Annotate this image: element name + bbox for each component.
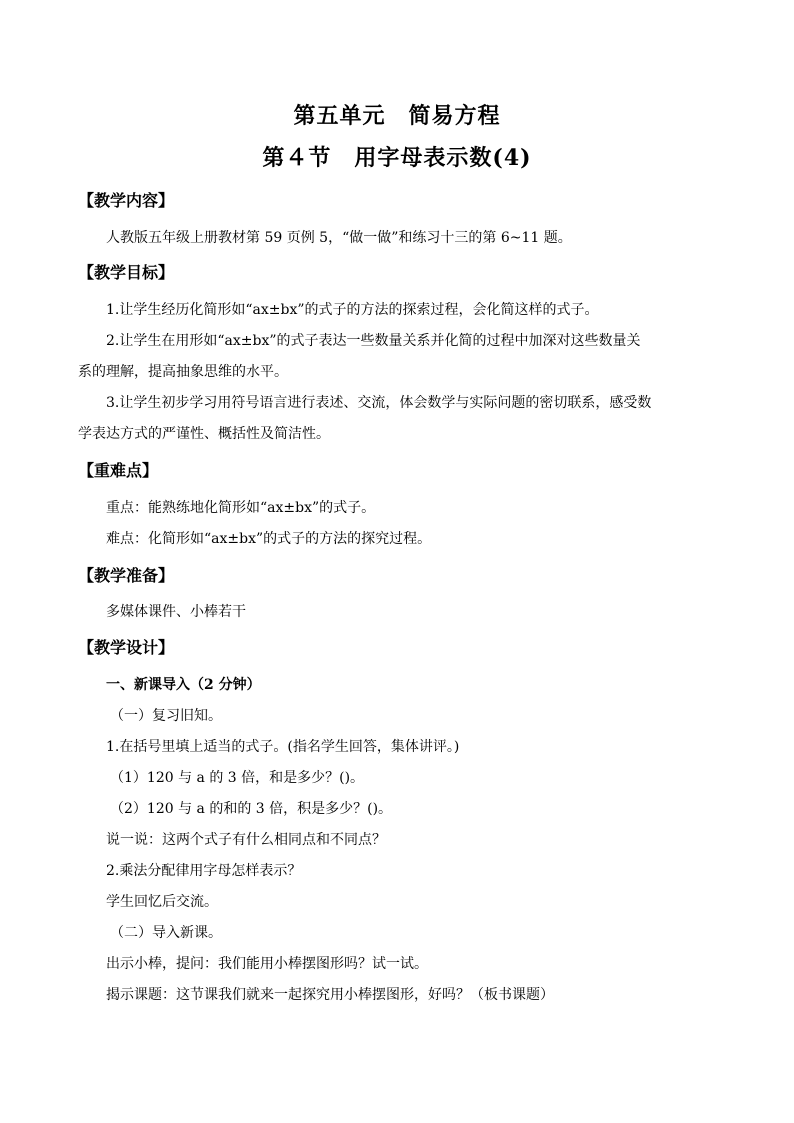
goal-item-3-line-2: 学表达方式的严谨性、概括性及简洁性。 <box>78 426 330 442</box>
design-sub-2: （二）导入新课。 <box>110 925 222 941</box>
heading-teaching-goals: 【教学目标】 <box>78 263 175 282</box>
design-reveal-topic: 揭示课题：这节课我们就来一起探究用小棒摆图形，好吗？（板书课题） <box>106 987 554 1003</box>
design-part-1-title: 一、新课导入（2 分钟） <box>106 677 261 693</box>
design-show-sticks: 出示小棒，提问：我们能用小棒摆图形吗？试一试。 <box>106 956 428 972</box>
goal-item-2-line-1: 2.让学生在用形如“ax±bx”的式子表达一些数量关系并化简的过程中加深对这些数量关 <box>106 333 641 349</box>
design-sub-1: （一）复习旧知。 <box>110 708 222 724</box>
design-question-1: 1.在括号里填上适当的式子。(指名学生回答，集体讲评。) <box>106 739 460 755</box>
design-question-2-note: 学生回忆后交流。 <box>106 894 218 910</box>
heading-key-points: 【重难点】 <box>78 461 159 480</box>
goal-item-1: 1.让学生经历化简形如“ax±bx”的式子的方法的探索过程，会化简这样的式子。 <box>106 302 599 318</box>
design-question-1b: （2）120 与 a 的和的 3 倍，积是多少？()。 <box>110 801 393 817</box>
design-question-1a: （1）120 与 a 的 3 倍，和是多少？()。 <box>110 770 365 786</box>
section-title: 第４节 用字母表示数(4) <box>262 145 532 171</box>
design-discussion: 说一说：这两个式子有什么相同点和不同点？ <box>106 832 386 848</box>
goal-item-3-line-1: 3.让学生初步学习用符号语言进行表述、交流，体会数学与实际问题的密切联系，感受数 <box>106 395 652 411</box>
preparation-text: 多媒体课件、小棒若干 <box>106 604 246 620</box>
difficulty-text: 难点：化简形如“ax±bx”的式子的方法的探究过程。 <box>106 531 432 547</box>
key-point-text: 重点：能熟练地化简形如“ax±bx”的式子。 <box>106 500 376 516</box>
heading-teaching-design: 【教学设计】 <box>78 638 175 657</box>
goal-item-2-line-2: 系的理解，提高抽象思维的水平。 <box>78 364 288 380</box>
heading-teaching-content: 【教学内容】 <box>78 191 175 210</box>
heading-teaching-preparation: 【教学准备】 <box>78 566 175 585</box>
teaching-content-text: 人教版五年级上册教材第 59 页例 5，“做一做”和练习十三的第 6~11 题。 <box>106 230 572 246</box>
design-question-2: 2.乘法分配律用字母怎样表示？ <box>106 863 302 879</box>
unit-title: 第五单元 简易方程 <box>293 103 501 129</box>
